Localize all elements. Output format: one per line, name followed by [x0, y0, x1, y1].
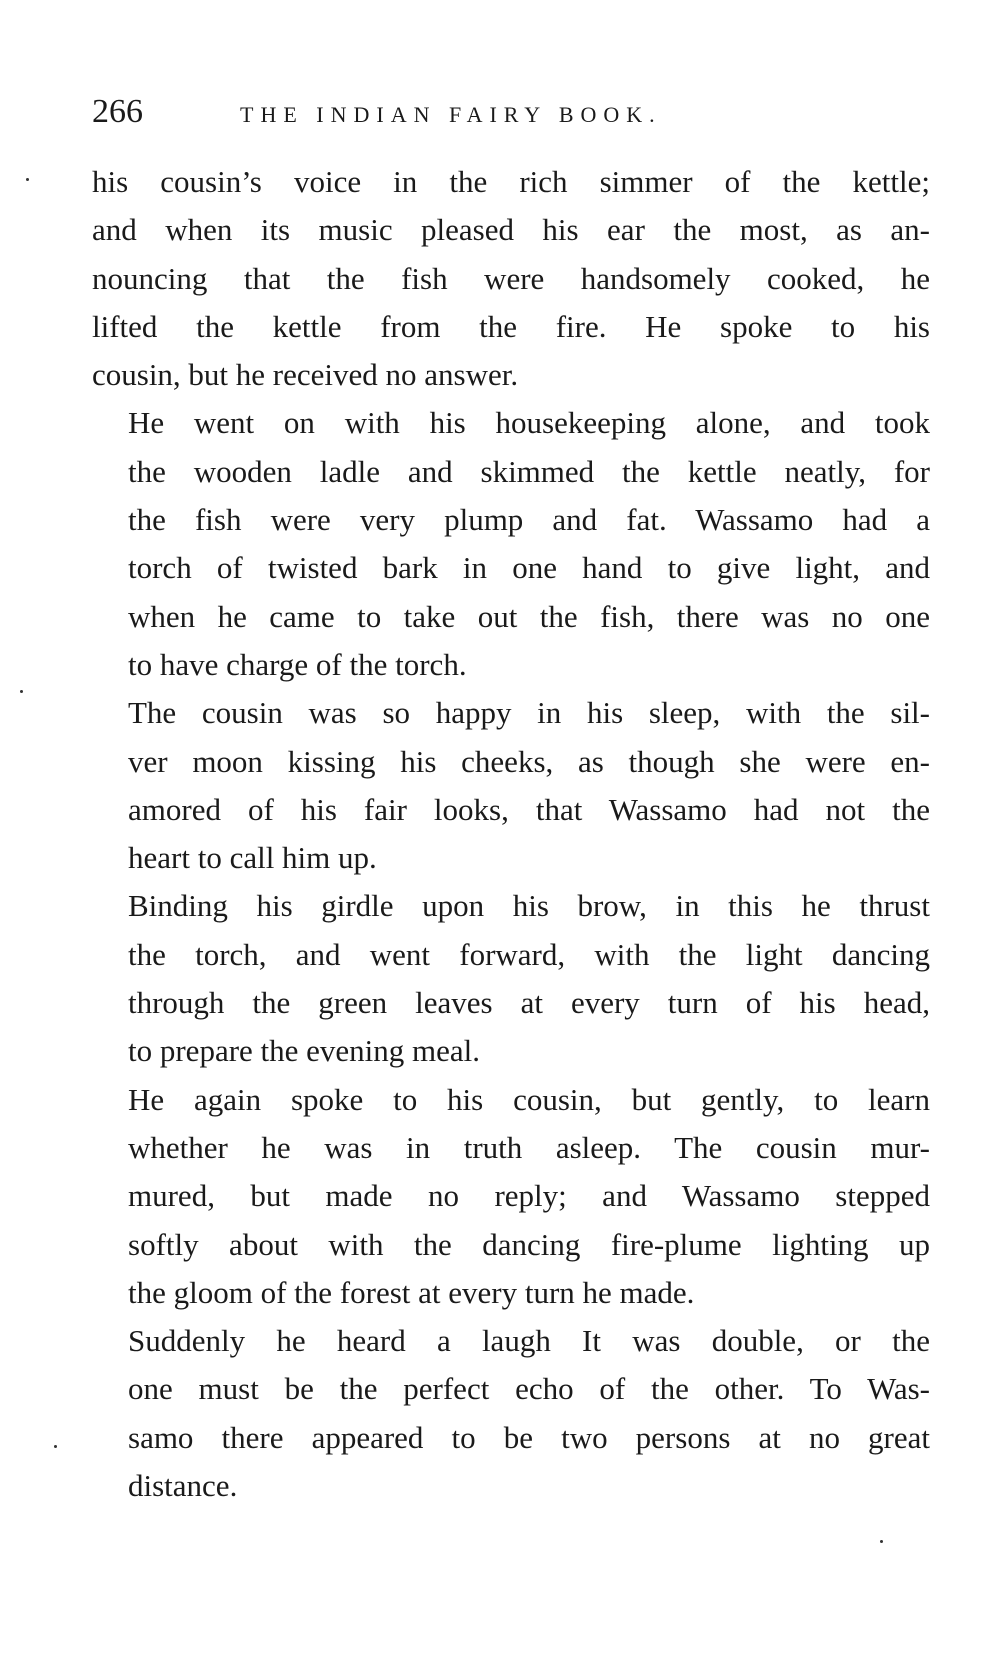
paragraph-3: [92, 689, 930, 882]
text-line: nouncing that the fish were handsomely cooked, he: [92, 260, 930, 296]
text-line: his cousin’s voice in the rich simmer of the kettle;: [92, 164, 930, 199]
ink-speck: [20, 690, 23, 693]
text-line: heart to call him up.: [128, 840, 377, 876]
text-line: amored of his fair looks, that Wassamo had not the: [128, 791, 930, 827]
text-line: the gloom of the forest at every turn he made.: [128, 1274, 695, 1310]
paragraph-2: [92, 399, 930, 689]
text-line: whether he was in truth asleep. The cousin mur-: [128, 1129, 930, 1165]
paragraph-4: [92, 882, 930, 1075]
text-line: lifted the kettle from the fire. He spoke to his: [92, 308, 930, 344]
text-line: He again spoke to his cousin, but gently, to learn: [128, 1081, 930, 1117]
text-line: through the green leaves at every turn of his head,: [128, 985, 930, 1021]
text-line: mured, but made no reply; and Wassamo stepped: [128, 1178, 930, 1214]
page-header: [92, 92, 892, 136]
paragraph-5: [92, 1076, 930, 1317]
text-line: Suddenly he heard a laugh It was double, or the: [128, 1323, 930, 1359]
text-line: to have charge of the torch.: [128, 646, 467, 682]
text-line: the fish were very plump and fat. Wassamo had a: [128, 502, 930, 538]
ink-speck: [26, 178, 29, 181]
text-line: Binding his girdle upon his brow, in this he thrust: [128, 888, 930, 924]
ink-speck: [880, 1540, 883, 1543]
running-title: THE INDIAN FAIRY BOOK.: [240, 102, 662, 127]
text-line: cousin, but he received no answer.: [92, 357, 519, 393]
paragraph-1: [92, 158, 930, 399]
text-line: softly about with the dancing fire-plume lighting up: [128, 1226, 930, 1262]
text-line: when he came to take out the fish, there was no one: [128, 598, 930, 634]
body-text: [92, 158, 930, 1510]
text-line: samo there appeared to be two persons at no great: [128, 1419, 930, 1455]
text-line: the torch, and went forward, with the light dancing: [128, 936, 930, 972]
text-line: the wooden ladle and skimmed the kettle neatly, for: [128, 453, 930, 489]
ink-speck: [54, 1445, 57, 1448]
page-number: 266: [92, 93, 143, 130]
text-line: to prepare the evening meal.: [128, 1033, 481, 1069]
text-line: and when its music pleased his ear the most, as an-: [92, 212, 930, 248]
text-line: one must be the perfect echo of the other. To Was-: [128, 1371, 930, 1407]
text-line: torch of twisted bark in one hand to give light, and: [128, 550, 930, 586]
text-line: ver moon kissing his cheeks, as though she were en-: [128, 743, 930, 779]
text-line: The cousin was so happy in his sleep, with the sil-: [128, 695, 930, 731]
paragraph-6: [92, 1317, 930, 1510]
text-line: He went on with his housekeeping alone, and took: [128, 405, 930, 441]
text-line: distance.: [128, 1468, 238, 1504]
